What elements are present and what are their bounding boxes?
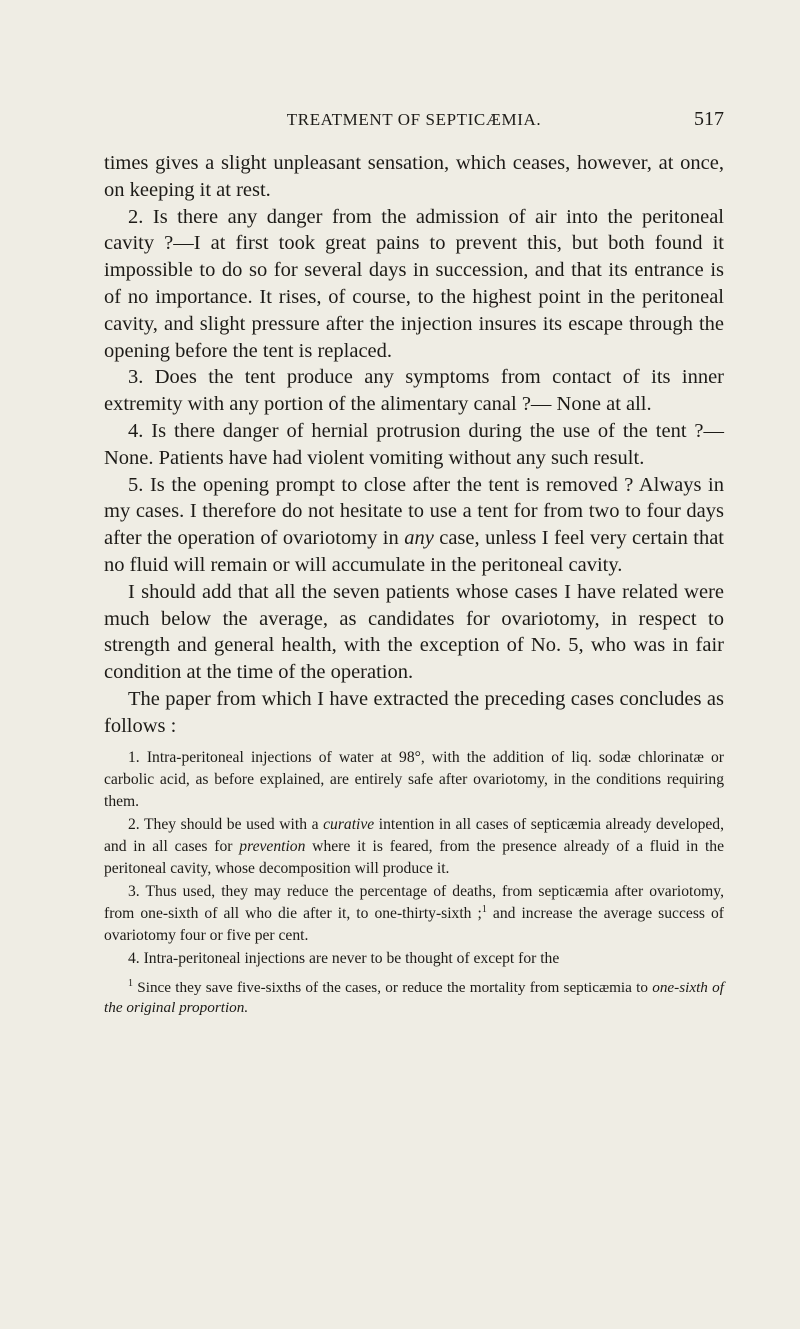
conclusions-list [104,747,724,970]
paragraph-seven-patients: I should add that all the seven patients whose cases I have related were much below the average, as candidates for ovariotomy, in respect to strength and general health, with the exception of No. 5, who was in fair condition at the time of the operation. [104,580,724,684]
conclusion-2-emphasis-curative: curative [323,815,375,833]
footnote-reference: 1 [481,903,487,915]
conclusion-2 [104,814,724,880]
conclusion-2-text-c: where it is feared, from the presence already of a fluid in the peritoneal cavity, whose decomposition will produce it. [104,837,725,877]
conclusion-2-text-a: 2. They should be used with a [128,815,324,833]
footnote-text: Since they save five-sixths of the cases, or reduce the mortality from septicæmia to [133,978,653,996]
conclusion-3-text-b: and increase the average success of ovariotomy four or five per cent. [104,904,724,944]
running-title: TREATMENT OF SEPTICÆMIA. [286,110,542,129]
conclusion-4: 4. Intra-peritoneal injections are never to be thought of except for the [128,949,560,967]
question-5 [104,472,724,579]
question-3: 3. Does the tent produce any symptoms from contact of its inner extremity with any portion of the alimentary canal ?— None at all. [104,366,724,416]
footnote-emphasis: one-sixth of the original proportion. [104,978,724,1016]
paragraph-conclusion-intro: The paper from which I have extracted the preceding cases concludes as follows : [104,687,724,737]
question-2: 2. Is there any danger from the admission of air into the peritoneal cavity ?—I at first took great pains to prevent this, but both found it impossible to do so for several days in succession, and that its entrance is of no importance. It rises, of course, to the highest point in the peritoneal cavity, and slight pressure after the injection insures its escape through the opening before the tent is replaced. [104,205,724,362]
question-5-text-b: case, unless I feel very certain that no fluid will remain or will accumulate in the peritoneal cavity. [104,527,724,576]
conclusion-2-text-b: intention in all cases of septicæmia already developed, and in all cases for [104,815,724,855]
conclusion-3 [104,881,724,947]
conclusion-1: 1. Intra-peritoneal injections of water at 98°, with the addition of liq. sodæ chlorinatæ or carbolic acid, as before explained, are entirely safe after ovariotomy, in the conditions requiring them. [104,748,724,810]
conclusion-2-emphasis-prevention: prevention [239,837,306,855]
question-4: 4. Is there danger of hernial protrusion during the use of the tent ?—None. Patients have had violent vomiting without any such result. [104,419,724,469]
main-text [104,150,724,740]
page-number: 517 [694,108,724,130]
conclusion-3-text-a: 3. Thus used, they may reduce the percentage of deaths, from septicæmia after ovariotomy, from one-sixth of all who die after it, to one-thirty-sixth ; [104,882,724,922]
paragraph-continued: times gives a slight unpleasant sensation, which ceases, however, at once, on keeping it at rest. [104,152,724,201]
running-header [104,106,724,136]
question-5-text-a: 5. Is the opening prompt to close after the tent is removed ? Always in my cases. I therefore do not hesitate to use a tent for from two to four days after the operation of ovariotomy in [104,473,724,550]
page-body [104,150,724,1018]
footnote [104,978,724,1018]
footnote-marker: 1 [128,977,133,989]
question-5-emphasis: any [404,527,434,550]
